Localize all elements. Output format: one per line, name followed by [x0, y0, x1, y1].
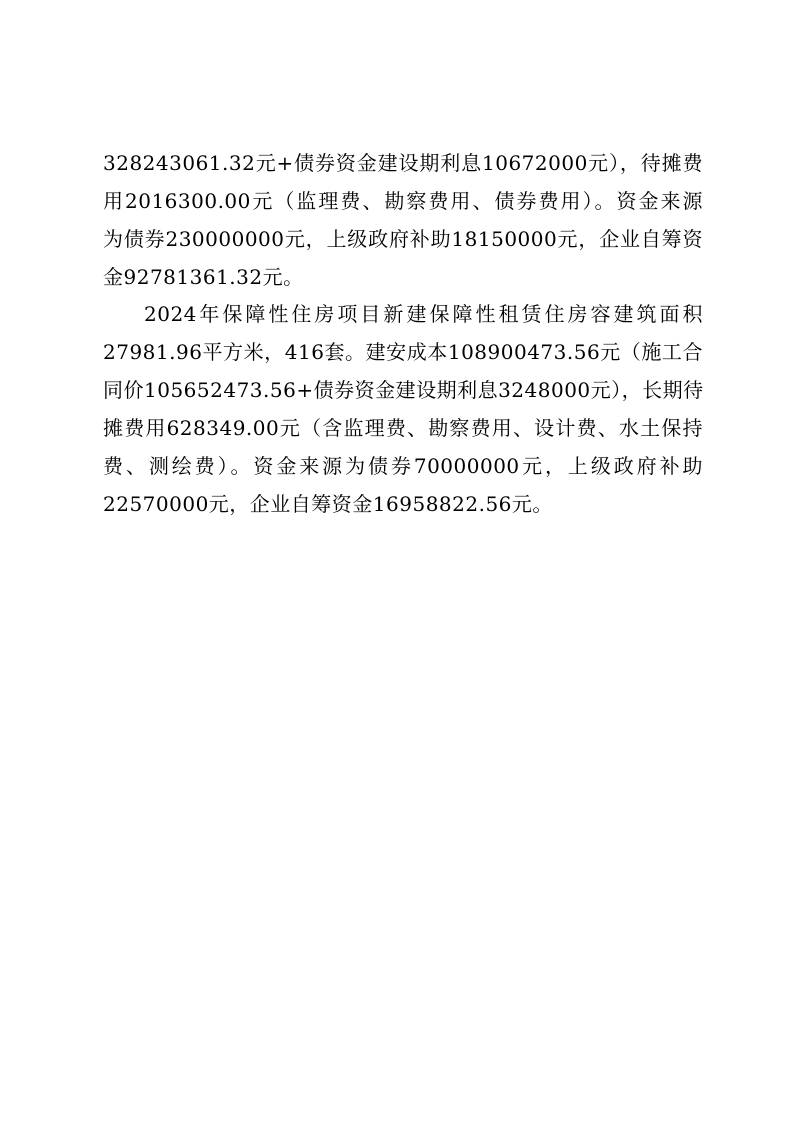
paragraph-1-line-2: 用2016300.00元（监理费、勘察费用、债券费用）。资金来源 — [103, 189, 703, 213]
paragraph-1-line-1: 328243061.32元+债券资金建设期利息10672000元），待摊费 — [103, 151, 703, 175]
paragraph-2-line-1: 2024年保障性住房项目新建保障性租赁住房容建筑面积 — [144, 302, 703, 326]
paragraph-2-line-4: 摊费用628349.00元（含监理费、勘察费用、设计费、水土保持 — [103, 416, 703, 440]
paragraph-1-line-4: 金92781361.32元。 — [103, 265, 304, 289]
paragraph-2-line-2: 27981.96平方米，416套。建安成本108900473.56元（施工合 — [103, 340, 703, 364]
paragraph-1-line-3: 为债券230000000元，上级政府补助18150000元，企业自筹资 — [103, 227, 703, 251]
paragraph-2-line-6: 22570000元，企业自筹资金16958822.56元。 — [103, 492, 553, 516]
paragraph-2-line-5: 费、测绘费）。资金来源为债券70000000元，上级政府补助 — [103, 454, 703, 478]
paragraph-2-line-3: 同价105652473.56+债券资金建设期利息3248000元），长期待 — [103, 378, 704, 402]
